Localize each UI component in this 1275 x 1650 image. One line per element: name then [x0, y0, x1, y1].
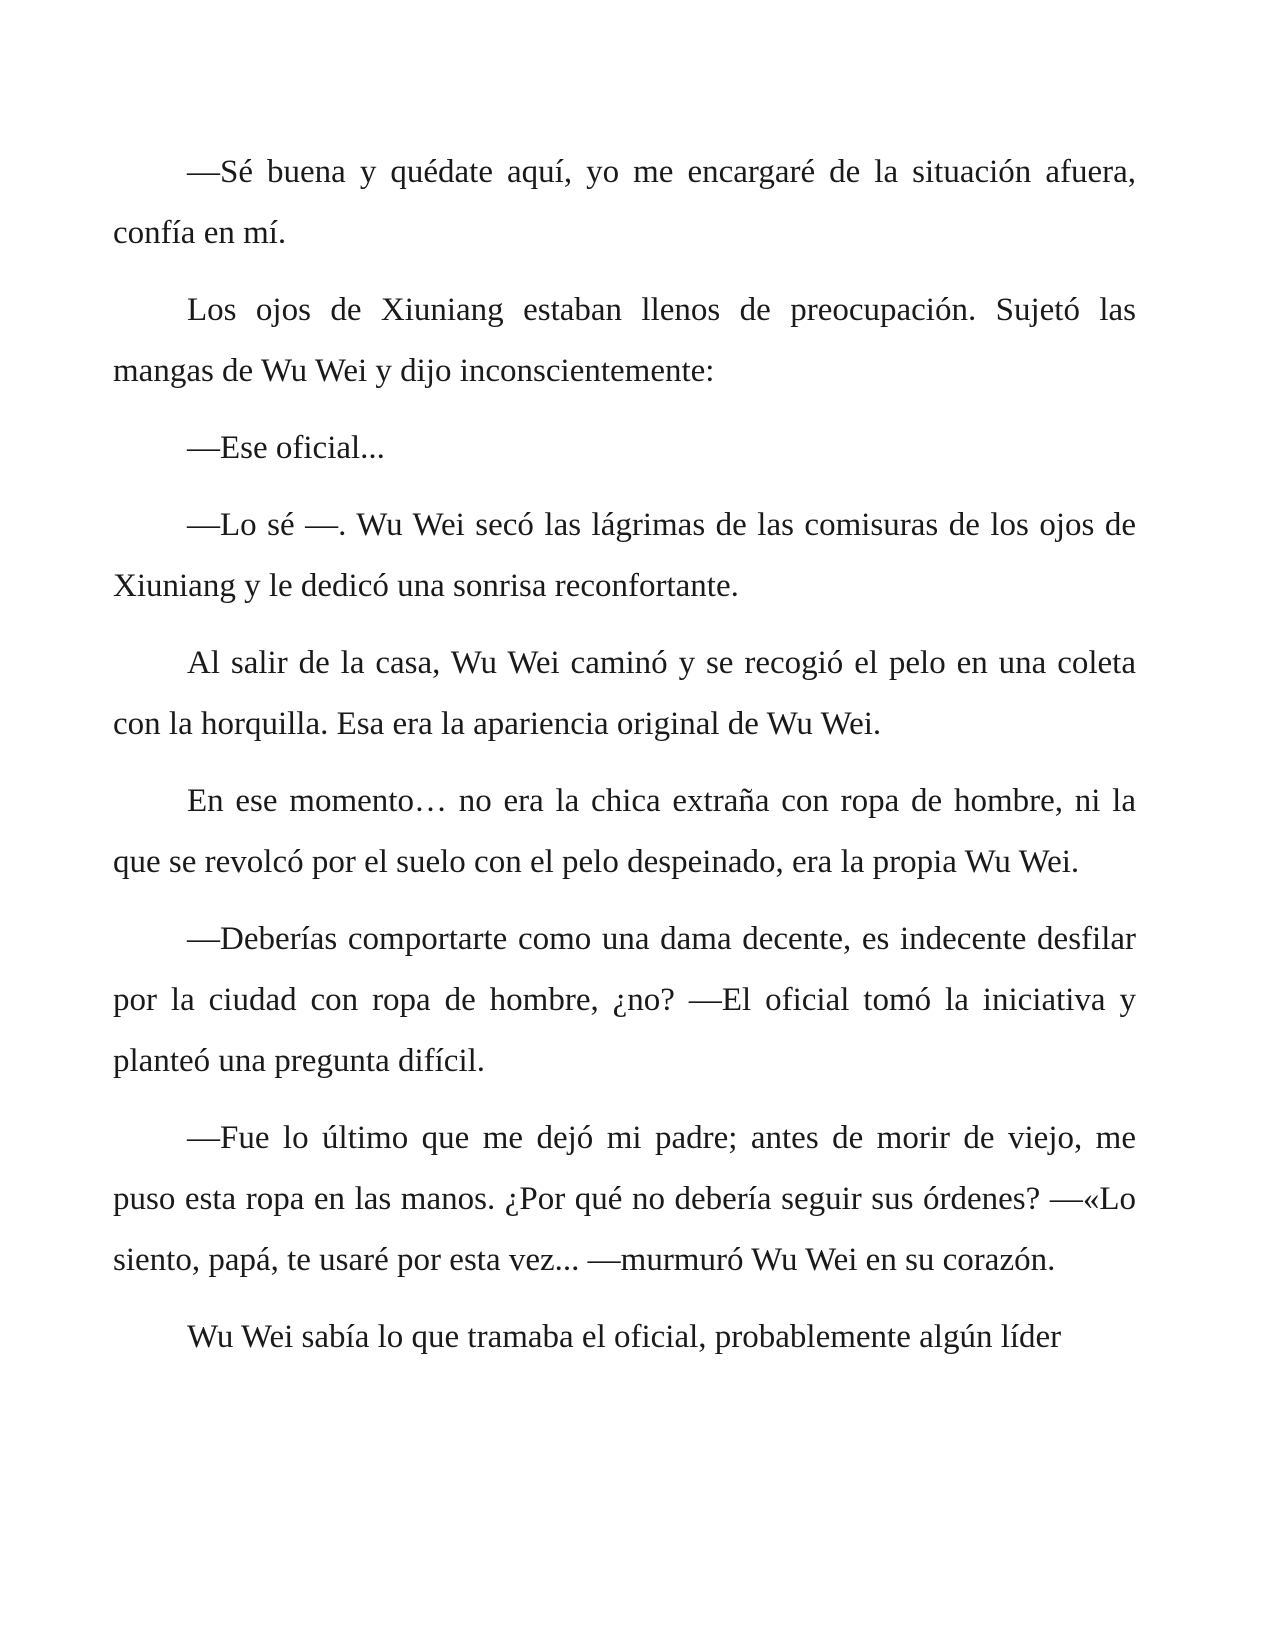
- paragraph: Al salir de la casa, Wu Wei caminó y se recogió el pelo en una coleta con la horquilla. Esa era la apariencia original de Wu Wei.: [113, 645, 1136, 742]
- paragraph: —Deberías comportarte como una dama decente, es indecente desfilar por la ciudad con ropa de hombre, ¿no? —El oficial tomó la iniciativa y planteó una pregunta difícil.: [113, 921, 1136, 1079]
- paragraph: En ese momento… no era la chica extraña con ropa de hombre, ni la que se revolcó por el suelo con el pelo despeinado, era la propia Wu Wei.: [113, 783, 1136, 880]
- paragraph: Los ojos de Xiuniang estaban llenos de preocupación. Sujetó las mangas de Wu Wei y dijo inconscientemente:: [113, 292, 1136, 389]
- paragraph: —Lo sé —. Wu Wei secó las lágrimas de las comisuras de los ojos de Xiuniang y le dedicó una sonrisa reconfortante.: [113, 507, 1136, 604]
- paragraph: —Fue lo último que me dejó mi padre; antes de morir de viejo, me puso esta ropa en las manos. ¿Por qué no debería seguir sus órdenes? —«Lo siento, papá, te usaré por esta vez... —murmuró Wu Wei en su corazón.: [113, 1120, 1136, 1278]
- paragraph: Wu Wei sabía lo que tramaba el oficial, probablemente algún líder: [187, 1319, 1062, 1355]
- body-text: [113, 142, 1136, 1384]
- paragraph: —Sé buena y quédate aquí, yo me encargaré de la situación afuera, confía en mí.: [113, 154, 1136, 251]
- paragraph: —Ese oficial...: [187, 430, 385, 466]
